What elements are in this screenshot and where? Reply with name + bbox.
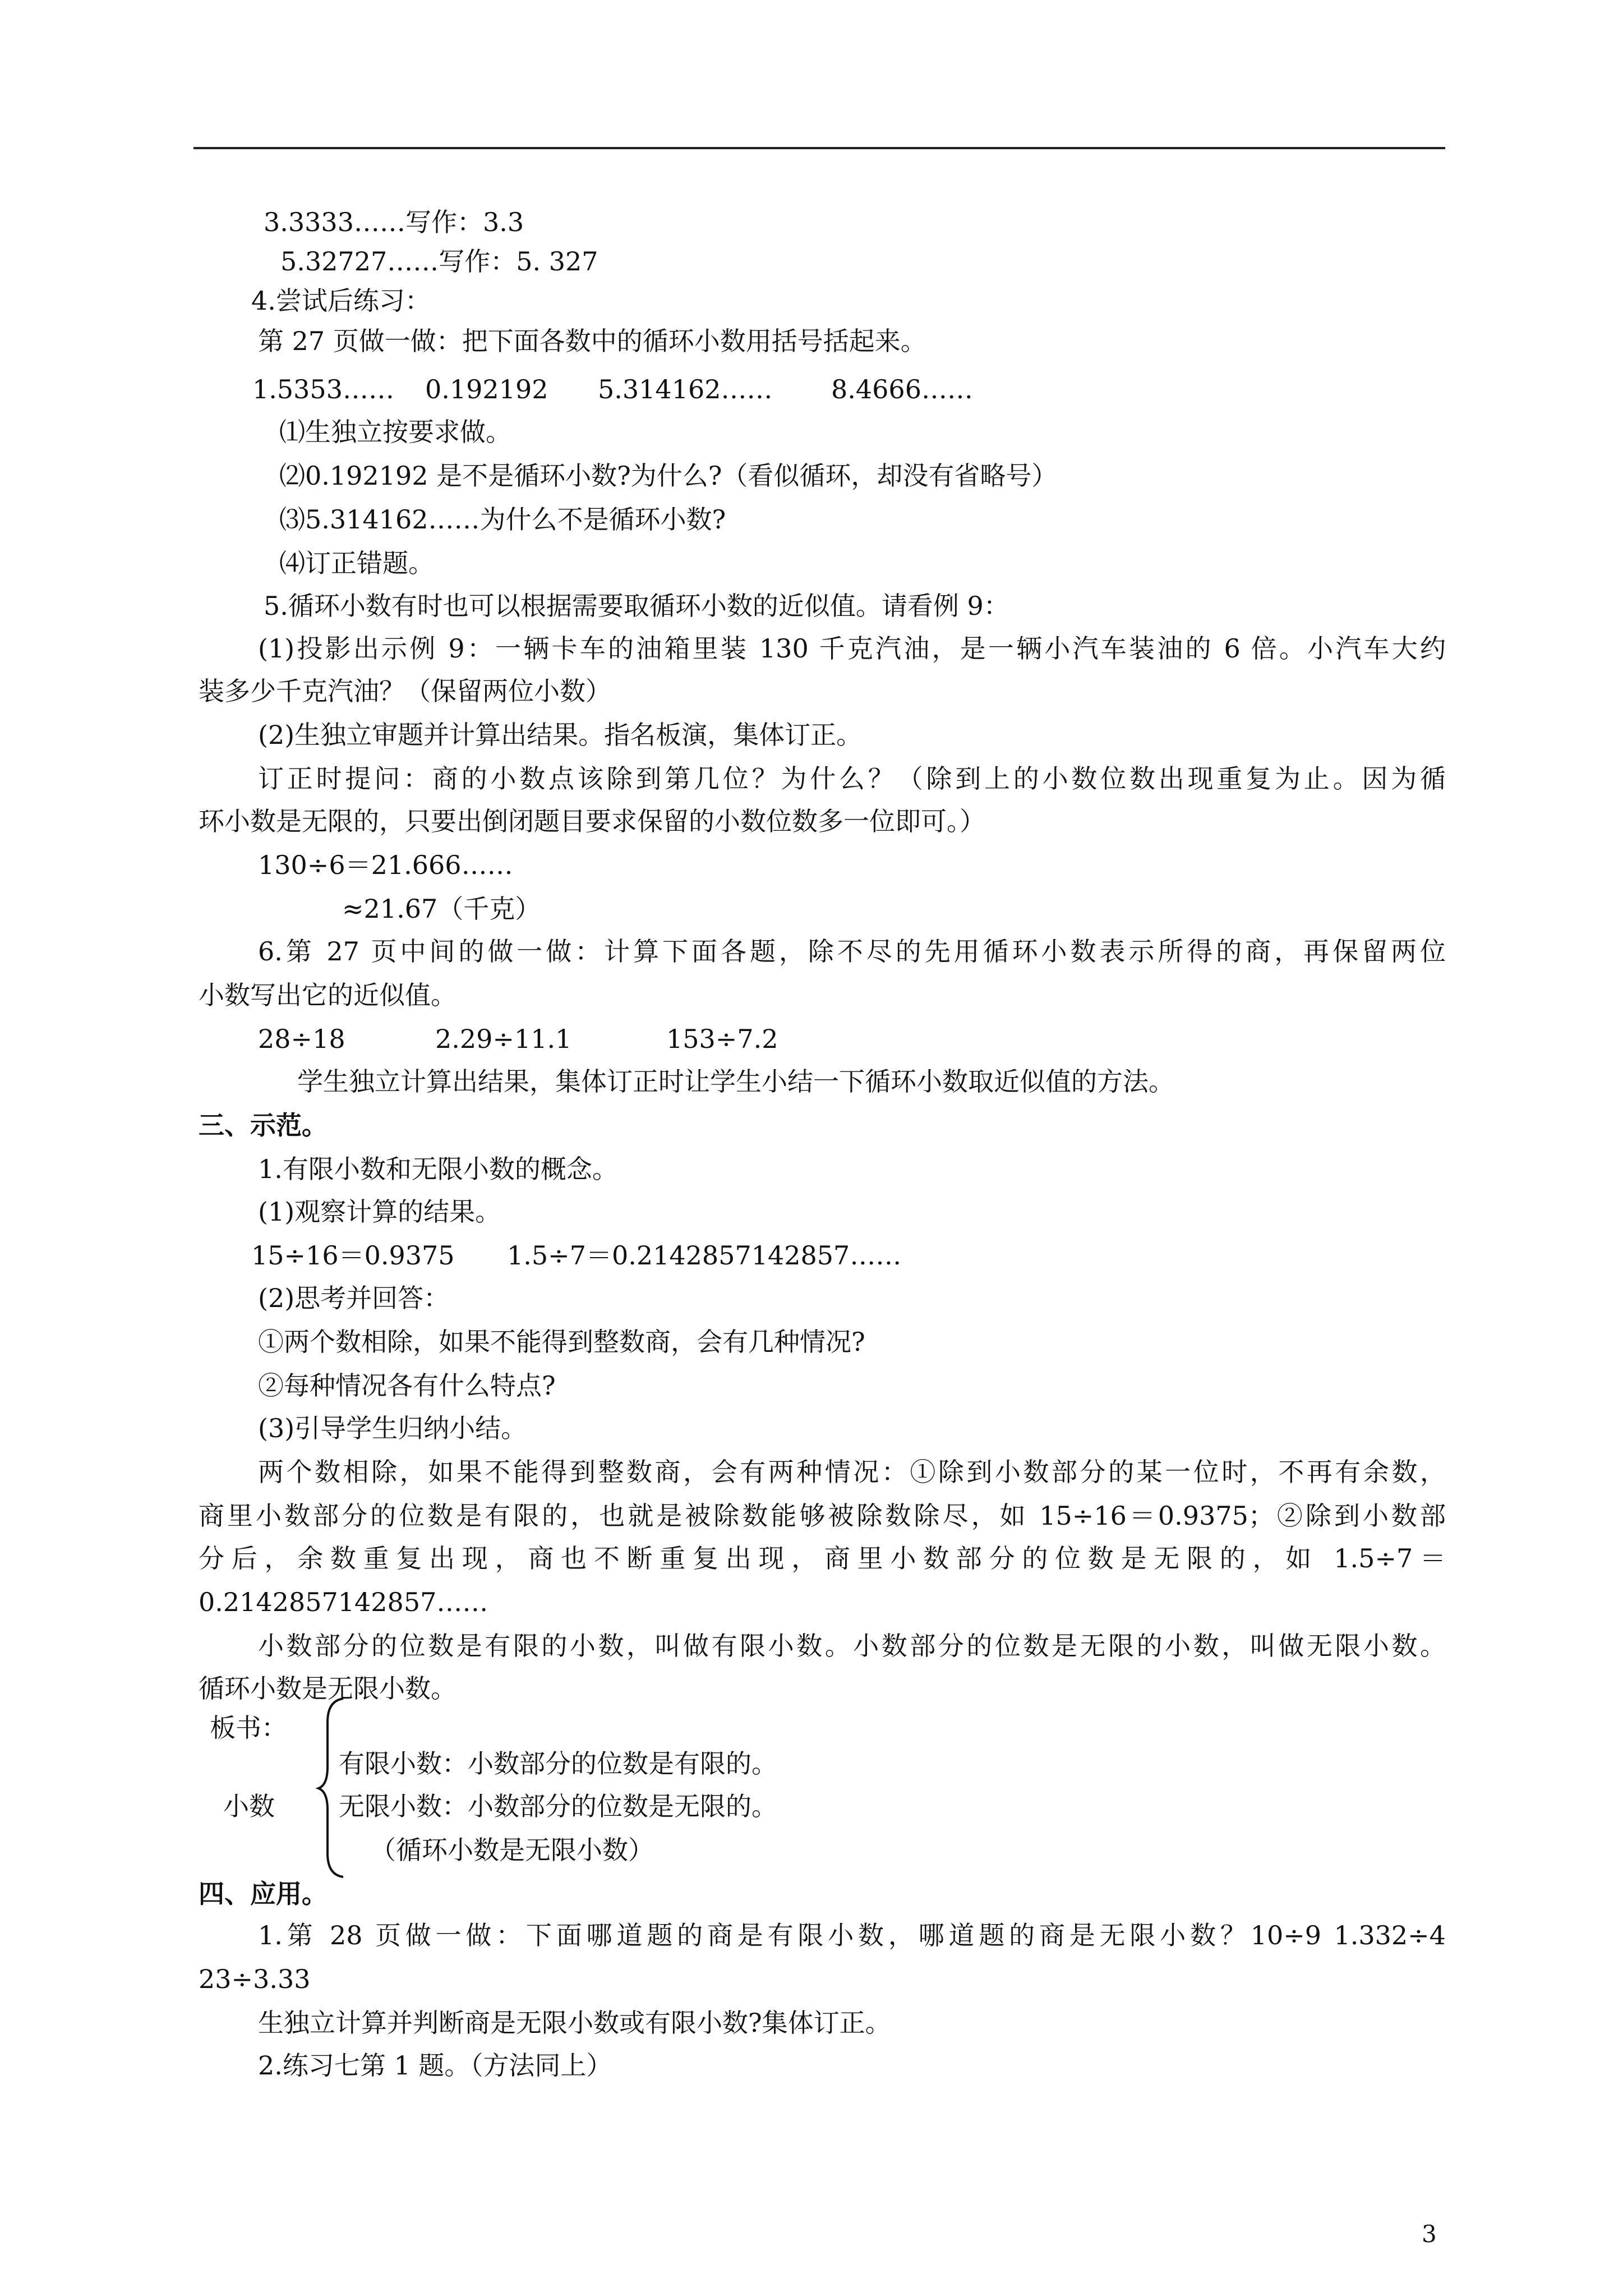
text-line: 环小数是无限的，只要出倒闭题目要求保留的小数位数多一位即可。）	[199, 806, 985, 836]
text-line: 订正时提问：商的小数点该除到第几位？为什么？（除到上的小数位数出现重复为止。因为循	[258, 763, 1446, 794]
text-line: 有限小数：小数部分的位数是有限的。	[339, 1749, 777, 1779]
text-line: 2.29÷11.1	[435, 1024, 572, 1054]
text-line: 小数写出它的近似值。	[199, 980, 457, 1010]
text-line: (2)生独立审题并计算出结果。指名板演，集体订正。	[258, 720, 863, 750]
text-line: 5.循环小数有时也可以根据需要取循环小数的近似值。请看例 9：	[264, 591, 1009, 621]
text-line: 1.5÷7＝0.2142857142857……	[507, 1240, 902, 1271]
text-line: 5.32727……写作：5. 327	[280, 246, 598, 277]
text-line: (3)引导学生归纳小结。	[258, 1413, 527, 1443]
text-line: 3.3333……写作：3.3	[264, 207, 524, 237]
brace-icon	[315, 1695, 349, 1880]
text-line: 第 27 页做一做：把下面各数中的循环小数用括号括起来。	[258, 326, 926, 356]
text-line: 153÷7.2	[666, 1024, 778, 1054]
text-line: 学生独立计算出结果，集体订正时让学生小结一下循环小数取近似值的方法。	[297, 1066, 1174, 1097]
text-line: 板书：	[210, 1713, 287, 1743]
text-line: 商里小数部分的位数是有限的，也就是被除数能够被除数除尽，如 15÷16＝0.9375；②除到小数部	[199, 1501, 1446, 1531]
text-line: 1.5353……	[252, 374, 394, 404]
text-line: 装多少千克汽油？（保留两位小数）	[199, 676, 611, 706]
section-heading: 四、应用。	[199, 1879, 328, 1909]
text-line: ⑷订正错题。	[279, 548, 434, 578]
text-line: 两个数相除，如果不能得到整数商，会有两种情况：①除到小数部分的某一位时，不再有余数，	[258, 1457, 1446, 1487]
text-line: 无限小数：小数部分的位数是无限的。	[339, 1791, 777, 1821]
text-line: 生独立计算并判断商是无限小数或有限小数?集体订正。	[258, 2008, 891, 2038]
text-line: 0.2142857142857……	[199, 1587, 488, 1617]
text-line: ⑶5.314162……为什么不是循环小数?	[279, 504, 726, 535]
text-line: 1.第 28 页做一做：下面哪道题的商是有限小数，哪道题的商是无限小数？10÷9 1.332÷4	[258, 1920, 1446, 1950]
header-rule	[193, 147, 1445, 149]
text-line: 1.有限小数和无限小数的概念。	[258, 1154, 618, 1184]
text-line: 15÷16＝0.9375	[251, 1240, 455, 1271]
text-line: 分后，余数重复出现，商也不断重复出现，商里小数部分的位数是无限的，如 1.5÷7＝	[199, 1543, 1446, 1573]
text-line: ⑵0.192192 是不是循环小数?为什么?（看似循环，却没有省略号）	[279, 461, 1058, 491]
text-line: 130÷6＝21.666……	[258, 850, 513, 880]
text-line: 0.192192	[425, 374, 548, 404]
text-line: (1)观察计算的结果。	[258, 1197, 501, 1227]
text-line: 小数	[223, 1791, 275, 1821]
text-line: 8.4666……	[831, 374, 973, 404]
text-line: 23÷3.33	[199, 1964, 311, 1994]
text-line: 2.练习七第 1 题。（方法同上）	[258, 2050, 612, 2081]
text-line: 5.314162……	[598, 374, 773, 404]
page-number: 3	[1422, 2220, 1437, 2248]
text-line: 6.第 27 页中间的做一做：计算下面各题，除不尽的先用循环小数表示所得的商，再保留两位	[258, 936, 1446, 967]
text-line: 小数部分的位数是有限的小数，叫做有限小数。小数部分的位数是无限的小数，叫做无限小数。	[258, 1631, 1446, 1661]
text-line: (1)投影出示例 9：一辆卡车的油箱里装 130 千克汽油，是一辆小汽车装油的 6 倍。小汽车大约	[258, 633, 1446, 664]
text-line: 28÷18	[258, 1024, 345, 1054]
text-line: （循环小数是无限小数）	[370, 1835, 654, 1865]
text-line: (2)思考并回答：	[258, 1283, 450, 1313]
section-heading: 三、示范。	[199, 1110, 328, 1140]
text-line: ②每种情况各有什么特点?	[258, 1370, 556, 1401]
text-line: ⑴生独立按要求做。	[279, 417, 511, 447]
text-line: ≈21.67（千克）	[342, 894, 541, 924]
text-line: ①两个数相除，如果不能得到整数商，会有几种情况?	[258, 1327, 865, 1357]
text-line: 循环小数是无限小数。	[199, 1673, 457, 1704]
text-line: 4.尝试后练习：	[251, 286, 431, 316]
